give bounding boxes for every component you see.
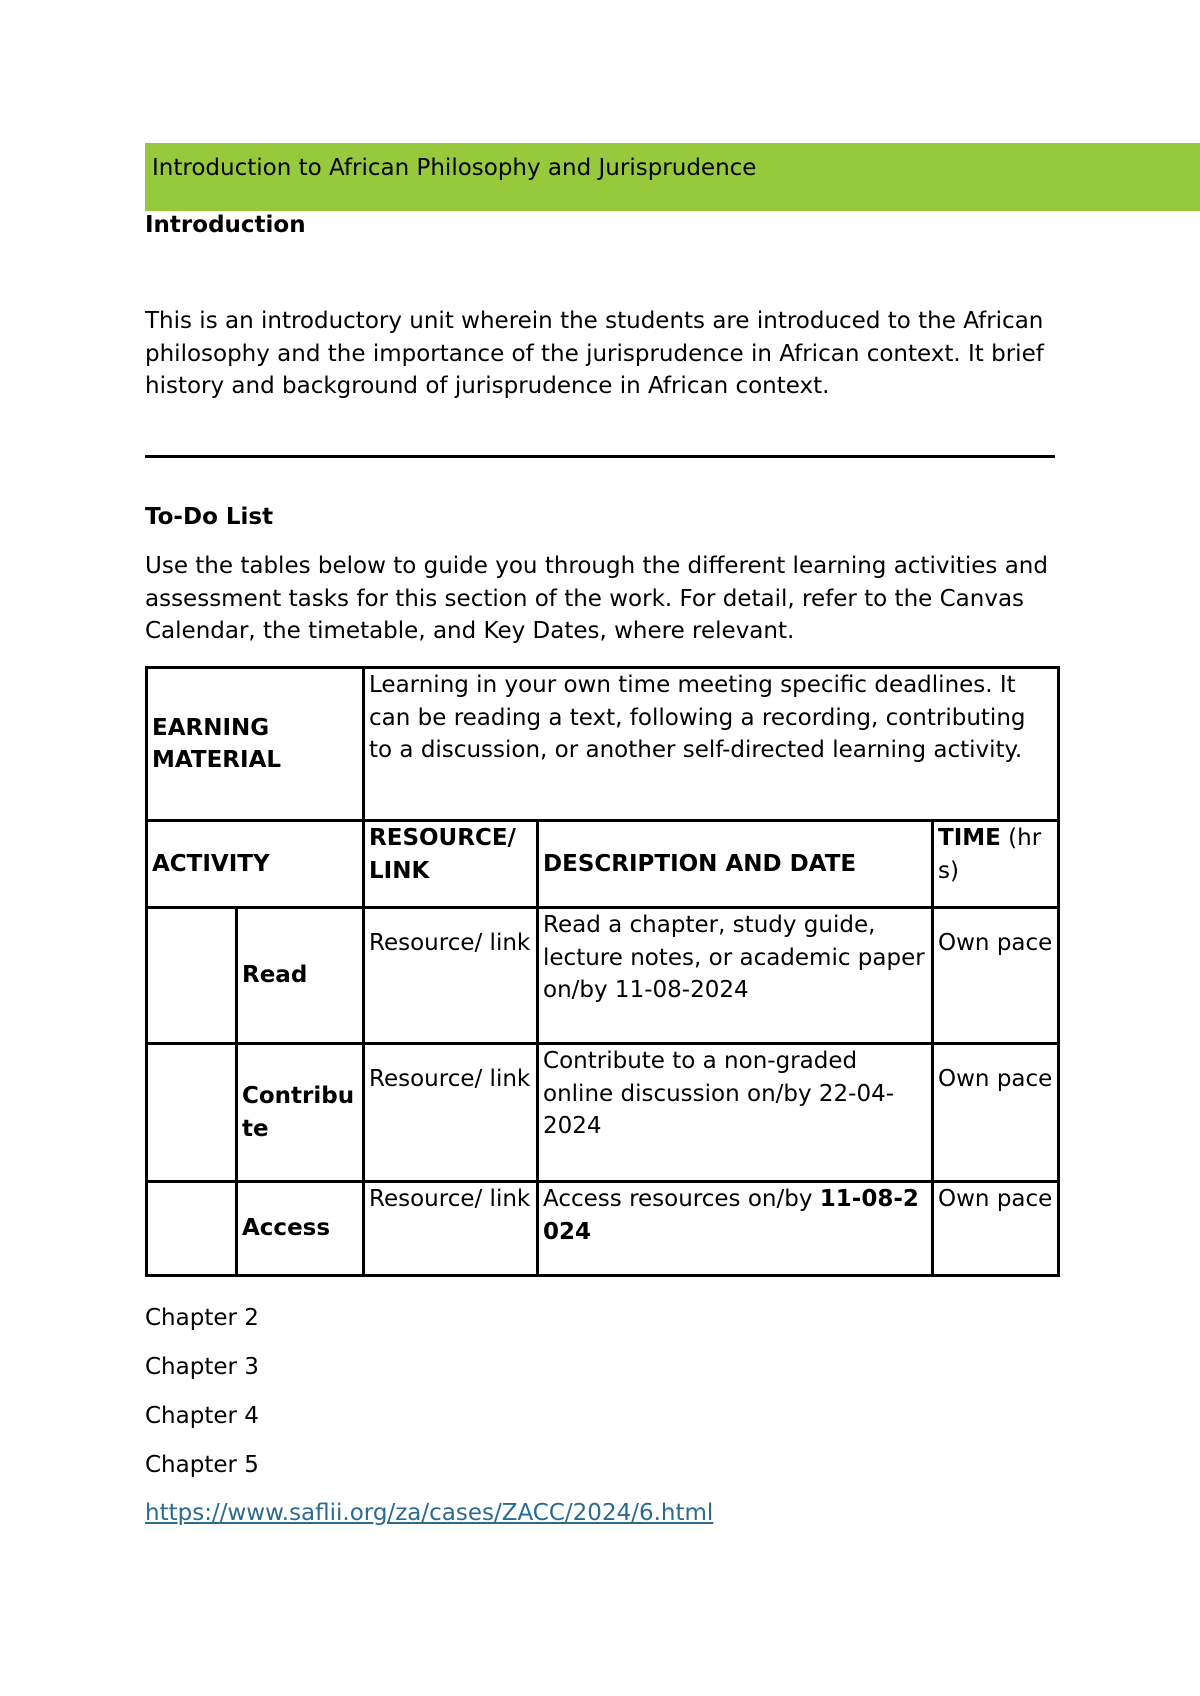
resource-link[interactable]: Resource/ link: [364, 1182, 538, 1276]
empty-cell: [147, 1182, 237, 1276]
header-time-bold: TIME: [938, 825, 1001, 851]
table-row-earning: [147, 668, 1059, 821]
activity-description: [538, 1182, 933, 1276]
header-resource: RESOURCE/ LINK: [364, 821, 538, 908]
resource-link[interactable]: Resource/ link: [364, 908, 538, 1044]
activity-time: Own pace: [933, 1044, 1059, 1182]
header-time: [933, 821, 1059, 908]
unit-title-banner: [145, 143, 1200, 211]
introduction-heading: Introduction: [145, 212, 306, 238]
chapter-item: Chapter 4: [145, 1403, 259, 1429]
saflii-case-link[interactable]: https://www.saflii.org/za/cases/ZACC/2024/6.html: [145, 1500, 714, 1526]
table-header-row: [147, 821, 1059, 908]
chapter-item: Chapter 3: [145, 1354, 259, 1380]
table-row: [147, 1044, 1059, 1182]
activity-read: Read: [237, 908, 364, 1044]
empty-cell: [147, 908, 237, 1044]
earning-material-label: EARNING MATERIAL: [147, 668, 364, 821]
activity-description: Contribute to a non-graded online discussion on/by 22-04-2024: [538, 1044, 933, 1182]
activities-table: [145, 666, 1060, 1277]
table-row: [147, 908, 1059, 1044]
header-activity: ACTIVITY: [147, 821, 364, 908]
todo-text: Use the tables below to guide you through the different learning activities and assessment tasks for this section of the work. For detail, refer to the Canvas Calendar, the timetable, and Key Dates, where relevant.: [145, 553, 1048, 644]
empty-cell: [147, 1044, 237, 1182]
earning-material-description: Learning in your own time meeting specific deadlines. It can be reading a text, following a recording, contributing to a discussion, or another self-directed learning activity.: [364, 668, 1059, 821]
chapter-item: Chapter 5: [145, 1452, 259, 1478]
introduction-text: This is an introductory unit wherein the students are introduced to the African philosophy and the importance of the jurisprudence in African context. It brief history and background of jurisprudence in African context.: [145, 308, 1044, 399]
unit-title: Introduction to African Philosophy and Jurisprudence: [152, 155, 757, 181]
description-date: 11-08-2024: [543, 1186, 919, 1245]
activity-description: Read a chapter, study guide, lecture notes, or academic paper on/by 11-08-2024: [538, 908, 933, 1044]
activity-contribute: Contribute: [237, 1044, 364, 1182]
description-prefix: Access resources on/by: [543, 1186, 820, 1212]
chapter-item: Chapter 2: [145, 1305, 259, 1331]
activity-time: Own pace: [933, 1182, 1059, 1276]
header-time-unit: (hrs): [938, 825, 1042, 884]
section-divider: [145, 455, 1055, 458]
header-description: DESCRIPTION AND DATE: [538, 821, 933, 908]
todo-heading: To-Do List: [145, 504, 274, 530]
resource-link[interactable]: Resource/ link: [364, 1044, 538, 1182]
table-row: [147, 1182, 1059, 1276]
activity-time: Own pace: [933, 908, 1059, 1044]
activity-access: Access: [237, 1182, 364, 1276]
